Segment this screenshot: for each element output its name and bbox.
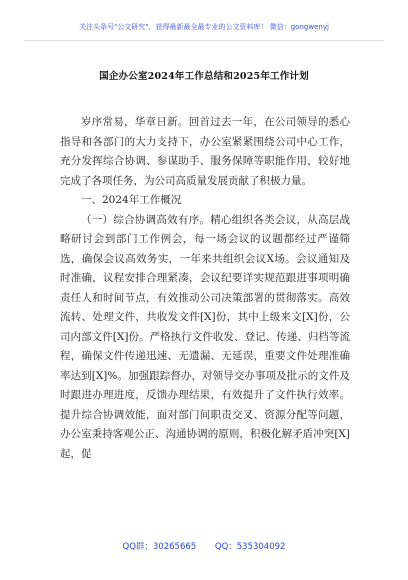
header-divider xyxy=(24,40,384,41)
footer-contact xyxy=(0,540,408,552)
header-banner: 关注头条号"公文研究"，获得最新最全最专业的公文资料库！ 微信：gongwenyj xyxy=(79,23,329,31)
footer-qq-group: QQ群：30265665 xyxy=(122,542,197,552)
section-heading: 一、2024年工作概况 xyxy=(81,194,182,206)
document-body xyxy=(60,113,350,464)
intro-paragraph: 岁序常易，华章日新。回首过去一年，在公司领导的悉心指导和各部门的大力支持下，办公室紧紧围绕公司中心工作，充分发挥综合协调、参谋助手、服务保障等职能作用，较好地完成了各项任务，为公司高质量发展贡献了积极力量。 xyxy=(60,116,350,187)
footer-qq: QQ：535304092 xyxy=(214,542,286,552)
document-title: 国企办公室2024年工作总结和2025年工作计划 xyxy=(99,71,309,82)
body-paragraph: （一）综合协调高效有序。精心组织各类会议，从高层战略研讨会到部门工作例会，每一场会议的议题都经过严谨筛选，确保会议高效务实，一年来共组织会议X场。会议通知及时准确，议程安排合理紧凑，会议纪要详实规范跟进事项明确责任人和时间节点，有效推动公司决策部署的贯彻落实。高效流转、处理文件，共收发文件[X]份，其中上级来文[X]份，公司内部文件[X]份。严格执行文件收发、登记、传递、归档等流程，确保文件传递迅速、无遗漏、无延误，重要文件处理准确率达到[X]%。加强跟踪督办，对领导交办事项及批示的文件及时跟进办理进度，反馈办理结果，有效提升了文件执行效率。提升综合协调效能，面对部门间职责交叉、资源分配等问题，办公室秉持客观公正、沟通协调的原则，积极化解矛盾冲突[X]起，促 xyxy=(60,213,350,460)
